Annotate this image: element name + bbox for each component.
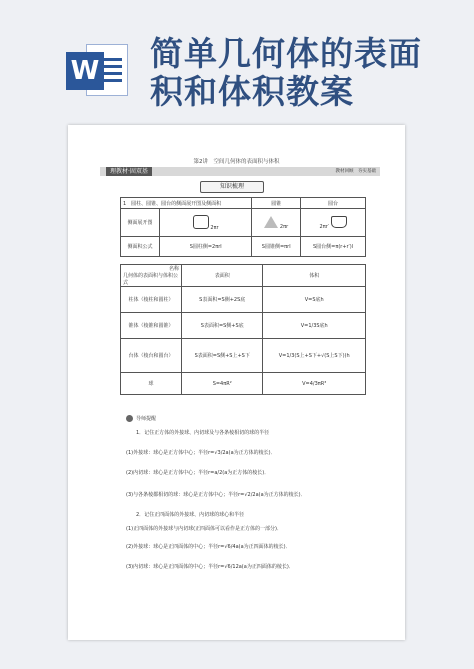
note-line: (3)与各条棱都相切的球：球心是正方体中心；半径r=√2/2a(a为正方体的棱长)．	[126, 492, 306, 498]
section-band	[100, 167, 380, 176]
note-line: (3)内切球：球心是正四面体的中心；半径r=√6/12a(a为正四面体的棱长)．	[126, 564, 294, 570]
row-prism-surface: S表面积=S侧+2S底	[182, 287, 263, 313]
row-prism-name: 柱体（棱柱和圆柱）	[121, 287, 182, 313]
cone-net-figure	[264, 216, 278, 228]
table1-header-cone: 圆锥	[252, 198, 301, 209]
document-page	[68, 125, 405, 640]
table2-header-cell: 名称 几何体的表面积与体积公式	[121, 265, 182, 287]
row-frustum-surface: S表面积=S侧+S上+S下	[182, 339, 263, 373]
lesson-heading: 第2讲 空间几何体的表面积与体积	[193, 159, 280, 165]
frustum-lateral-formula: S圆台侧=π(r+r′)l	[301, 237, 366, 257]
note-line: 1．记住正方体的外接球、内切球及与各条棱相切的球的半径	[136, 430, 270, 436]
cylinder-net: 2πr	[160, 209, 252, 237]
row-pyramid-volume: V=1/3S底h	[263, 313, 366, 339]
volume-table	[120, 264, 366, 395]
tip-title: 导师提醒	[126, 415, 156, 422]
table1-row2-label: 侧面积公式	[121, 237, 160, 257]
cone-net: 2πr	[252, 209, 301, 237]
word-app-icon: W	[66, 38, 128, 100]
col-surface: 表面积	[182, 265, 263, 287]
row-pyramid-surface: S表面积=S侧+S底	[182, 313, 263, 339]
row-sphere-surface: S=4πR²	[182, 373, 263, 395]
banner	[0, 0, 474, 118]
row-frustum-volume: V=1/3(S上+S下+√(S上S下))h	[263, 339, 366, 373]
tip-icon	[126, 415, 133, 422]
title-line-1: 简单几何体的表面	[150, 34, 422, 73]
band-right-label: 教材回顾 夯实基础	[335, 169, 376, 174]
band-left-label: 理教材·固双基	[106, 167, 152, 176]
cylinder-lateral-formula: S圆柱侧=2πrl	[160, 237, 252, 257]
note-line: (2)外接球：球心是正四面体的中心；半径r=√6/4a(a为正四面体的棱长)．	[126, 544, 291, 550]
row-prism-volume: V=S底h	[263, 287, 366, 313]
row-sphere-volume: V=4/3πR³	[263, 373, 366, 395]
row-sphere-name: 球	[121, 373, 182, 395]
note-line: (1)外接球：球心是正方体中心；半径r=√3/2a(a为正方体的棱长)．	[126, 450, 276, 456]
cone-lateral-formula: S圆锥侧=πrl	[252, 237, 301, 257]
section-title: 知识梳理	[200, 181, 264, 193]
row-frustum-name: 台体（棱台和圆台）	[121, 339, 182, 373]
note-line: (2)内切球：球心是正方体中心；半径r=a/2(a为正方体的棱长)．	[126, 470, 270, 476]
lateral-area-table	[120, 197, 366, 257]
col-volume: 体积	[263, 265, 366, 287]
note-line: 2．记住正四面体的外接球、内切球的球心和半径	[136, 512, 245, 518]
note-line: (1)正四面体的外接球与内切球(正四面体可以看作是正方体的一部分)．	[126, 526, 282, 532]
row-pyramid-name: 锥体（棱锥和圆锥）	[121, 313, 182, 339]
frustum-net: 2πr′	[301, 209, 366, 237]
frustum-net-figure	[331, 216, 347, 228]
table1-row0-label: 1 圆柱、圆锥、圆台的侧面展开图及侧面积	[121, 198, 252, 209]
cylinder-net-figure	[193, 215, 209, 229]
table1-row1-label: 侧面展开图	[121, 209, 160, 237]
title-line-2: 积和体积教案	[150, 72, 354, 111]
table1-header-frustum: 圆台	[301, 198, 366, 209]
